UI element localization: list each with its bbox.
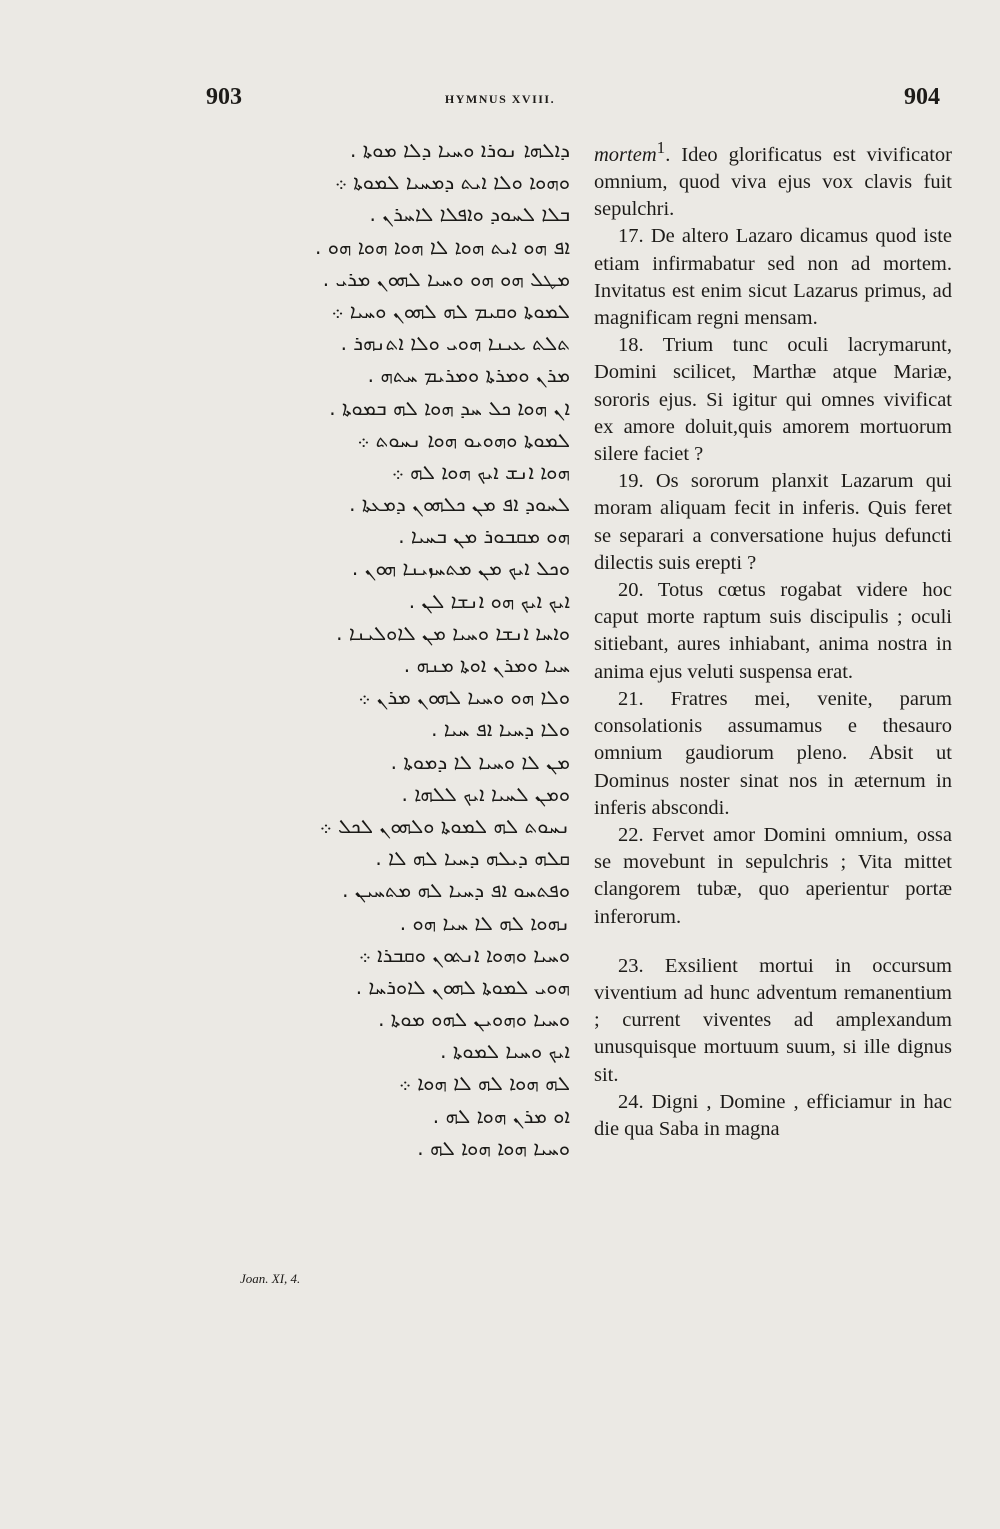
syriac-line: ܐܝܟ ܘܚܝܐ ܠܡܘܬܐ . [440, 1039, 570, 1064]
latin-paragraph-21: 21. Fratres mei, venite, parum consolationis assumamus e thesauro omnium gaudiorum pleno. Absit ut Dominus noster sinat nos in æternum in inferis abscondi. [594, 687, 952, 819]
syriac-line: ܘܗܘܐ ܘܠܐ ܐܝܬ ܕܡܚܝܐ ܠܡܘܬܐ ܀ [334, 170, 570, 195]
syriac-line: ܢܗܘܐ ܠܗ ܠܐ ܚܝܐ ܗܘ . [399, 910, 570, 935]
latin-paragraph-23: 23. Exsilient mortui in occursum viventium ad hunc adventum remanentium ; current viventes ad amplexandum unusquisque mortuum suum, si ille dignus sit. [594, 954, 952, 1086]
syriac-line: ܗܘܝ ܠܡܘܬܐ ܠܗܘܢ ܠܐܘܪܚܐ . [355, 974, 570, 999]
italic-word: mortem [594, 143, 657, 166]
syriac-line: ܐܢ ܗܘܐ ܟܠ ܚܕ ܗܘܐ ܠܗ ܒܡܘܬܐ . [329, 395, 570, 420]
syriac-line: ܘܟܠ ܐܝܟ ܡܢ ܡܬܚܙܝܢܐ ܗܘܢ . [351, 556, 570, 581]
latin-paragraph-19: 19. Os sororum planxit Lazarum qui moram aliquam fecit in inferis. Quis feret se separari a conversatione hujus defuncti dilectis suis erepti ? [594, 470, 952, 574]
syriac-line: ܘܠܐ ܕܚܝܐ ܐܦ ܚܝܐ . [431, 717, 570, 742]
section-gap [594, 931, 952, 953]
footnote-marker: 1 [656, 138, 666, 157]
syriac-line: ܗܘܐ ܐܢܫ ܐܝܟ ܗܘܐ ܠܗ ܀ [391, 459, 570, 484]
syriac-line: ܘܠܐ ܗܘ ܘܚܝܐ ܠܗܘܢ ܡܪܢ ܀ [358, 685, 570, 710]
paragraph-text: . Ideo glorificatus est vivificator omnium, quod viva ejus vox clavis fuit sepulchri. [594, 143, 952, 221]
syriac-line: ܗܘ ܡܩܒܘܪ ܡܢ ܒܚܝܐ . [398, 524, 570, 549]
syriac-line: ܘܚܝܐ ܘܗܘܝܢ ܠܗܘ ܡܘܬܐ . [378, 1007, 570, 1032]
syriac-line: ܐܦ ܗܘ ܐܝܬ ܗܘܐ ܠܐ ܗܘܐ ܗܘܐ ܗܘ . [315, 234, 570, 259]
syriac-line: ܐܘ ܡܪܢ ܗܘܐ ܠܗ . [432, 1103, 570, 1128]
syriac-line: ܘܦܬܚܘ ܐܦ ܕܚܝܐ ܠܗ ܡܬܚܝܢ . [342, 878, 570, 903]
syriac-line: ܒܠܐ ܠܚܘܕ ܘܐܦܠܐ ܠܐܚܪܢ . [369, 202, 570, 227]
syriac-line: ܩܠܗ ܕܝܠܗ ܕܚܝܐ ܠܗ ܠܐ . [375, 846, 570, 871]
syriac-line: ܘܚܝܐ ܘܗܘܐ ܐܢܬܘܢ ܘܩܒܪܐ ܀ [358, 942, 570, 967]
syriac-line: ܡܛܠ ܗܘ ܗܘ ܘܚܝܐ ܠܗܘܢ ܡܪܝ . [322, 266, 570, 291]
latin-paragraph-18: 18. Trium tunc oculi lacrymarunt, Domini scilicet, Marthæ atque Mariæ, sororis ejus. Si igitur qui omnes vivificat ex amore doluit,quis amorem mortuorum silere faciet ? [594, 334, 952, 466]
syriac-line: ܕܐܠܗܐ ܢܘܪܐ ܘܚܝܐ ܕܠܐ ܡܘܬܐ . [349, 138, 570, 162]
syriac-line: ܠܡܘܬܐ ܘܩܝܡ ܠܗ ܠܗܘܢ ܘܚܝܐ ܀ [331, 298, 570, 323]
syriac-line: ܘܡܢ ܠܚܝܐ ܐܝܟ ܠܠܗܐ . [401, 781, 570, 806]
running-title: HYMNUS XVIII. [444, 92, 556, 106]
syriac-line: ܡܢ ܠܐ ܘܚܝܐ ܠܐ ܕܡܘܬܐ . [390, 749, 570, 774]
left-page-number: 903 [206, 84, 242, 110]
latin-paragraph-24: 24. Digni , Domine , efficiamur in hac die qua Saba in magna [594, 1090, 952, 1140]
syriac-line: ܘܐܚܐ ܐܢܫܐ ܘܚܝܐ ܡܢ ܠܐܘܠܝܢܐ . [336, 620, 570, 645]
syriac-line: ܠܗ ܗܘܐ ܠܗ ܠܐ ܗܘܐ ܀ [398, 1071, 570, 1096]
latin-paragraph-continued [594, 134, 952, 223]
footnote: Joan. XI, 4. [240, 1271, 301, 1286]
syriac-column [210, 134, 570, 1164]
syriac-line: ܠܡܘܬܐ ܘܗܘܝܘ ܗܘܐ ܢܚܘܬ ܀ [357, 427, 570, 452]
latin-paragraph-17: 17. De altero Lazaro dicamus quod iste etiam infirmabatur sed non ad mortem. Invitatus est enim sicut Lazarus primus, ad magnificam regni mensam. [594, 225, 952, 330]
latin-column [594, 134, 952, 1143]
syriac-line: ܢܚܘܬ ܠܗ ܠܡܘܬܐ ܘܠܗܘܢ ܠܟܠ ܀ [319, 813, 570, 838]
latin-paragraph-22: 22. Fervet amor Domini omnium, ossa se movebunt in sepulchris ; Vita mittet clangorem tubæ, quo aperientur portæ inferorum. [594, 823, 952, 928]
syriac-line: ܘܚܝܐ ܗܘܐ ܗܘܐ ܠܗ . [417, 1135, 570, 1160]
syriac-line: ܬܠܬ ܥܝܢܐ ܗܘܝ ܘܠܐ ܐܬܢܗܪ . [340, 331, 570, 356]
right-page-number: 904 [904, 84, 940, 110]
syriac-line: ܡܪܢ ܘܡܪܬܐ ܘܡܪܝܡ ܚܬܗ . [367, 363, 570, 388]
syriac-line: ܐܝܟ ܐܝܟ ܗܘ ܐܢܫܐ ܠܢ . [408, 588, 570, 613]
syriac-line: ܚܝܐ ܘܡܪܢ ܐܘܬܐ ܡܢܗ . [403, 653, 570, 677]
syriac-line: ܠܚܘܕ ܐܦ ܡܢ ܟܠܗܘܢ ܕܡܥܬܐ . [349, 492, 570, 517]
latin-paragraph-20: 20. Totus cœtus rogabat videre hoc caput morte raptum suis discipulis ; oculi sitiebant, aures inhiabant, anima nostra in anima ejus veluti suspensa erat. [594, 579, 952, 683]
